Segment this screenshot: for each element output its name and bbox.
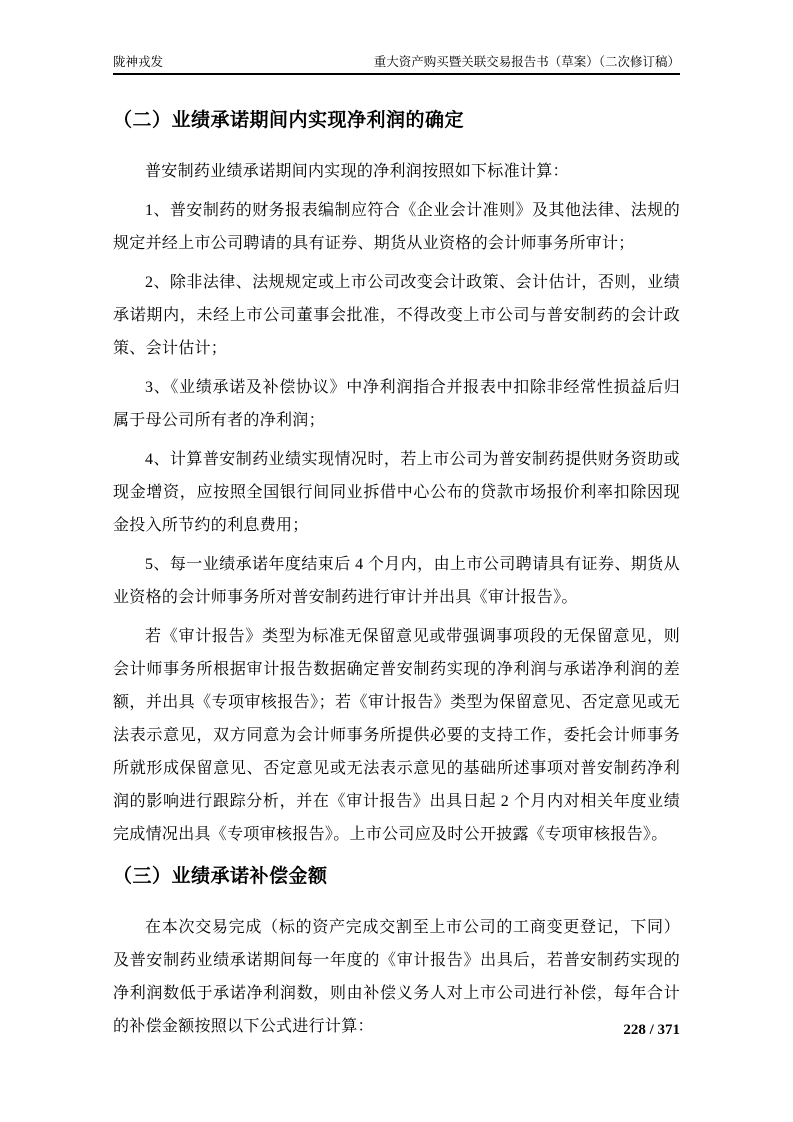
paragraph-item-1: 1、普安制药的财务报表编制应符合《企业会计准则》及其他法律、法规的规定并经上市公司聘请的具有证券、期货从业资格的会计师事务所审计； [113, 202, 680, 252]
paragraph-compensation-intro: 在本次交易完成（标的资产完成交割至上市公司的工商变更登记，下同）及普安制药业绩承诺期间每一年度的《审计报告》出具后，若普安制药实现的净利润数低于承诺净利润数，则由补偿义务人对上市公司进行补偿，每年合计的补偿金额按照以下公式进行计算： [113, 919, 680, 1035]
paragraph-item-5: 5、每一业绩承诺年度结束后 4 个月内，由上市公司聘请具有证券、期货从业资格的会计师事务所对普安制药进行审计并出具《审计报告》。 [113, 556, 680, 606]
section-heading-compensation-amount: （三）业绩承诺补偿金额 [113, 866, 328, 887]
paragraph-audit-report-types: 若《审计报告》类型为标准无保留意见或带强调事项段的无保留意见，则会计师事务所根据审计报告数据确定普安制药实现的净利润与承诺净利润的差额，并出具《专项审核报告》；若《审计报告》类型为保留意见、否定意见或无法表示意见，双方同意为会计师事务所提供必要的支持工作，委托会计师事务所就形成保留意见、否定意见或无法表示意见的基础所述事项对普安制药净利润的影响进行跟踪分析，并在《审计报告》出具日起 2 个月内对相关年度业绩完成情况出具《专项审核报告》。上市公司应及时公开披露《专项审核报告》。 [113, 628, 680, 843]
paragraph-item-3: 3、《业绩承诺及补偿协议》中净利润指合并报表中扣除非经常性损益后归属于母公司所有者的净利润； [113, 379, 680, 429]
page-header [113, 55, 680, 75]
header-company-name: 陇神戎发 [113, 55, 164, 69]
section-heading-net-profit-determination: （二）业绩承诺期间内实现净利润的确定 [113, 110, 465, 131]
paragraph-item-2: 2、除非法律、法规规定或上市公司改变会计政策、会计估计，否则，业绩承诺期内，未经上市公司董事会批准，不得改变上市公司与普安制药的会计政策、会计估计； [113, 274, 680, 357]
paragraph-intro: 普安制药业绩承诺期间内实现的净利润按照如下标准计算： [145, 163, 569, 180]
page-number: 228 / 371 [623, 1022, 680, 1038]
header-document-title: 重大资产购买暨关联交易报告书（草案）（二次修订稿） [373, 55, 680, 69]
paragraph-item-4: 4、计算普安制药业绩实现情况时，若上市公司为普安制药提供财务资助或现金增资，应按照全国银行间同业拆借中心公布的贷款市场报价利率扣除因现金投入所节约的利息费用； [113, 451, 680, 534]
